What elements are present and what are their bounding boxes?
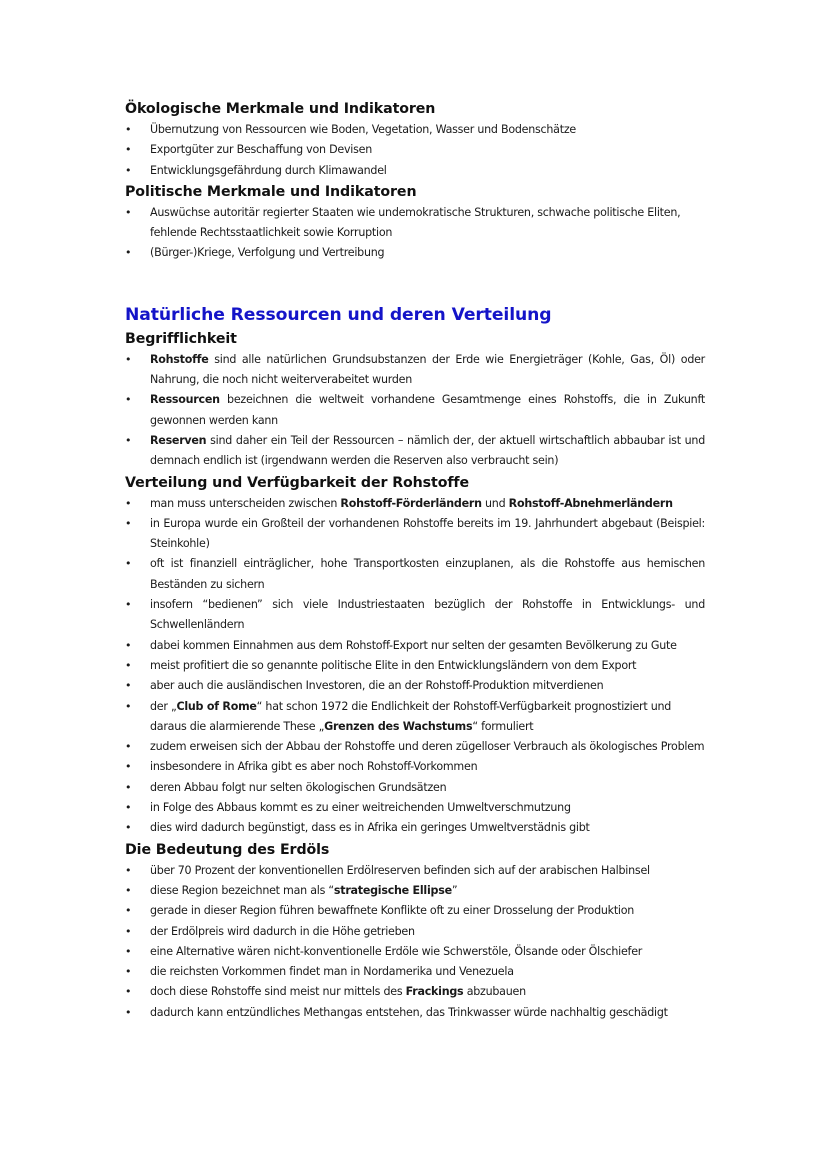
list-item: • meist profitiert die so genannte politische Elite in den Entwicklungsländern von dem Export — [125, 656, 705, 676]
list-item: • Rohstoffe sind alle natürlichen Grundsubstanzen der Erde wie Energieträger (Kohle, Gas, Öl) oder Nahrung, die noch nicht weiterverabeitet wurden — [125, 350, 705, 391]
section-heading-politisch: Politische Merkmale und Indikatoren — [125, 183, 417, 200]
verteilung-list — [125, 494, 705, 839]
list-item: • die reichsten Vorkommen findet man in Nordamerika und Venezuela — [125, 962, 705, 982]
begrifflichkeit-list — [125, 350, 705, 472]
term-ressourcen: Ressourcen — [150, 393, 220, 407]
list-item: • der Erdölpreis wird dadurch in die Höhe getrieben — [125, 922, 705, 942]
term-reserven: Reserven — [150, 433, 207, 447]
document-page — [125, 98, 705, 1023]
list-item: • doch diese Rohstoffe sind meist nur mittels des Frackings abzubauen — [125, 982, 705, 1002]
section-heading-verteilung: Verteilung und Verfügbarkeit der Rohstoffe — [125, 474, 470, 491]
politisch-list — [125, 203, 705, 264]
list-item: • diese Region bezeichnet man als “strategische Ellipse” — [125, 881, 705, 901]
list-item: • über 70 Prozent der konventionellen Erdölreserven befinden sich auf der arabischen Halbinsel — [125, 861, 705, 881]
list-item: • Auswüchse autoritär regierter Staaten wie undemokratische Strukturen, schwache politische Eliten, fehlende Rechtsstaatlichkeit sowie Korruption — [125, 203, 705, 244]
list-item: • dadurch kann entzündliches Methangas entstehen, das Trinkwasser würde nachhaltig geschädigt — [125, 1003, 705, 1023]
list-item: • dabei kommen Einnahmen aus dem Rohstoff-Export nur selten der gesamten Bevölkerung zu Gute — [125, 636, 705, 656]
spacer — [125, 264, 705, 302]
erdoel-list — [125, 861, 705, 1023]
list-item: • Entwicklungsgefährdung durch Klimawandel — [125, 161, 705, 181]
list-item: • (Bürger-)Kriege, Verfolgung und Vertreibung — [125, 243, 705, 263]
list-item: • der „Club of Rome“ hat schon 1972 die Endlichkeit der Rohstoff-Verfügbarkeit prognostiziert und daraus die alarmierende These „Grenzen des Wachstums“ formuliert — [125, 697, 705, 738]
list-item: • insbesondere in Afrika gibt es aber noch Rohstoff-Vorkommen — [125, 757, 705, 777]
list-item: • deren Abbau folgt nur selten ökologischen Grundsätzen — [125, 778, 705, 798]
list-item: • Exportgüter zur Beschaffung von Devisen — [125, 140, 705, 160]
list-item: • Reserven sind daher ein Teil der Ressourcen – nämlich der, der aktuell wirtschaftlich abbaubar ist und demnach endlich ist (irgendwann werden die Reserven also verbraucht sein) — [125, 431, 705, 472]
list-item: • zudem erweisen sich der Abbau der Rohstoffe und deren zügelloser Verbrauch als ökologisches Problem — [125, 737, 705, 757]
list-item: • gerade in dieser Region führen bewaffnete Konflikte oft zu einer Drosselung der Produktion — [125, 901, 705, 921]
list-item: • in Folge des Abbaus kommt es zu einer weitreichenden Umweltverschmutzung — [125, 798, 705, 818]
list-item: • man muss unterscheiden zwischen Rohstoff-Förderländern und Rohstoff-Abnehmerländern — [125, 494, 705, 514]
section-heading-erdoel: Die Bedeutung des Erdöls — [125, 841, 330, 858]
oekologisch-list — [125, 120, 705, 181]
section-heading-oekologisch: Ökologische Merkmale und Indikatoren — [125, 101, 436, 117]
list-item: • aber auch die ausländischen Investoren, die an der Rohstoff-Produktion mitverdienen — [125, 676, 705, 696]
list-item: • Ressourcen bezeichnen die weltweit vorhandene Gesamtmenge eines Rohstoffs, die in Zukunft gewonnen werden kann — [125, 390, 705, 431]
section-heading-begrifflichkeit: Begrifflichkeit — [125, 330, 237, 347]
list-item: • oft ist finanziell einträglicher, hohe Transportkosten einzuplanen, als die Rohstoffe aus hemischen Beständen zu sichern — [125, 554, 705, 595]
term-rohstoffe: Rohstoffe — [150, 352, 209, 366]
list-item: • insofern “bedienen” sich viele Industriestaaten bezüglich der Rohstoffe in Entwicklungs- und Schwellenländern — [125, 595, 705, 636]
list-item: • eine Alternative wären nicht-konventionelle Erdöle wie Schwerstöle, Ölsande oder Ölschiefer — [125, 942, 705, 962]
list-item: • Übernutzung von Ressourcen wie Boden, Vegetation, Wasser und Bodenschätze — [125, 120, 705, 140]
list-item: • dies wird dadurch begünstigt, dass es in Afrika ein geringes Umweltverstädnis gibt — [125, 818, 705, 838]
main-heading: Natürliche Ressourcen und deren Verteilung — [125, 304, 552, 325]
list-item: • in Europa wurde ein Großteil der vorhandenen Rohstoffe bereits im 19. Jahrhundert abgebaut (Beispiel: Steinkohle) — [125, 514, 705, 555]
